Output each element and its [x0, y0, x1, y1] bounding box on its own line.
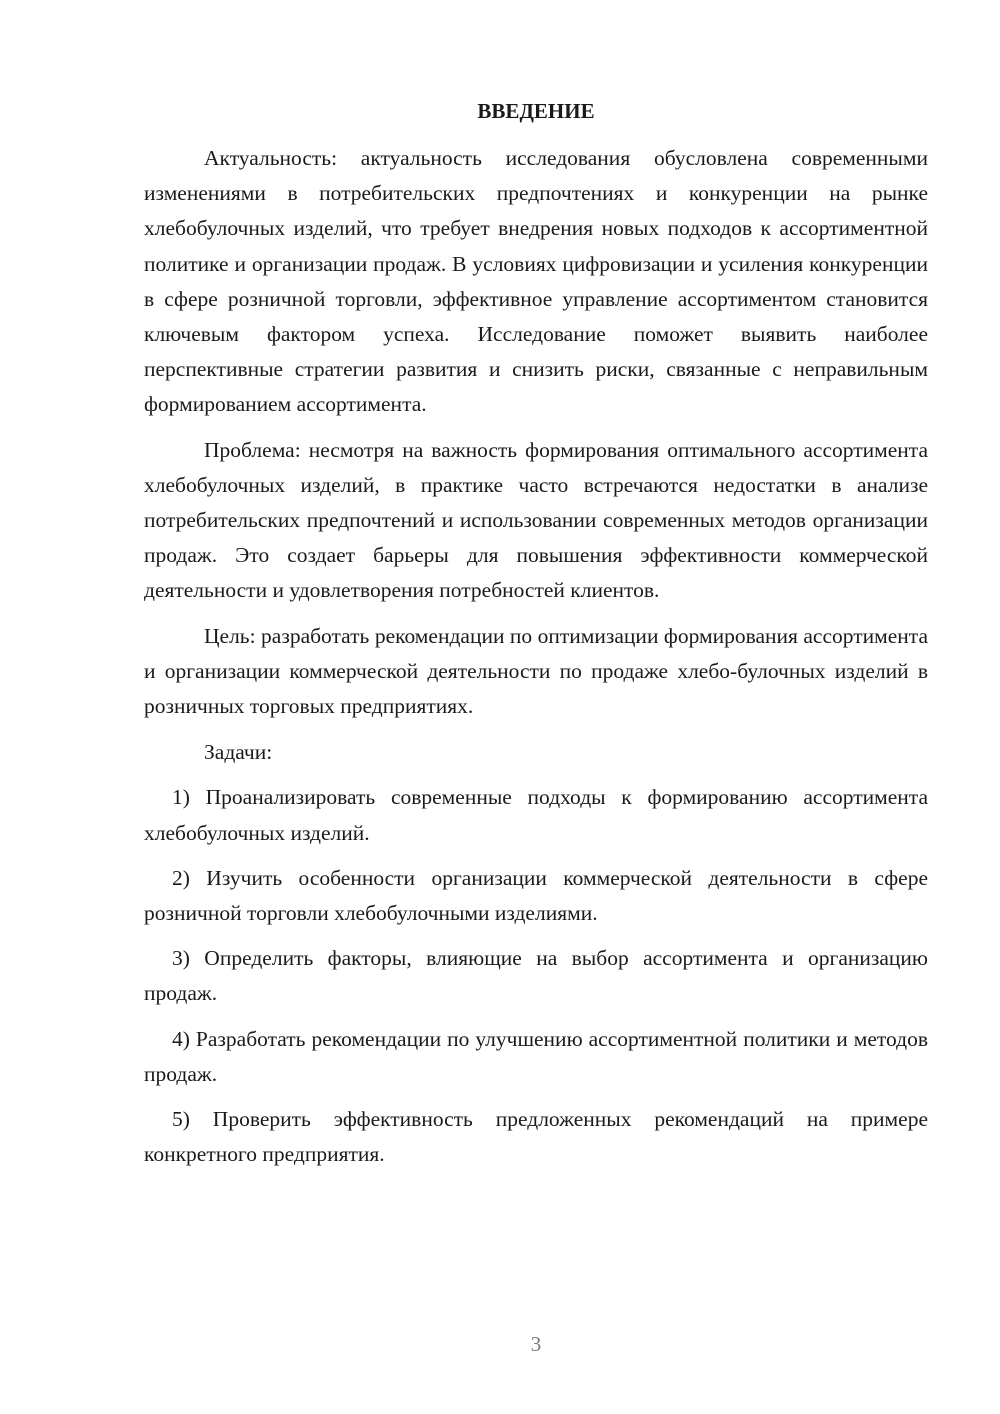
relevance-paragraph: Актуальность: актуальность исследования обусловлена современными изменениями в потребительских предпочтениях и конкуренции на рынке хлебобулочных изделий, что требует внедрения новых подходов к ассортиментной политике и организации продаж. В условиях цифровизации и усиления конкуренции в сфере розничной торговли, эффективное управление ассортиментом становится ключевым фактором успеха. Исследование поможет выявить наиболее перспективные стратегии развития и снизить риски, связанные с неправильным формированием ассортимента.	[144, 146, 928, 417]
task-item-4: 4) Разработать рекомендации по улучшению ассортиментной политики и методов продаж.	[144, 1026, 928, 1086]
goal-paragraph: Цель: разработать рекомендации по оптимизации формирования ассортимента и организации коммерческой деятельности по продаже хлебо-булочных изделий в розничных торговых предприятиях.	[144, 623, 928, 719]
page-number: 3	[530, 1332, 542, 1356]
task-item-3: 3) Определить факторы, влияющие на выбор ассортимента и организацию продаж.	[144, 946, 928, 1006]
document-page	[144, 94, 928, 1172]
tasks-title: Задачи:	[204, 740, 273, 765]
task-item-1: 1) Проанализировать современные подходы к формированию ассортимента хлебобулочных изделий.	[144, 785, 928, 845]
document-heading: ВВЕДЕНИЕ	[477, 99, 595, 123]
problem-paragraph: Проблема: несмотря на важность формирования оптимального ассортимента хлебобулочных изделий, в практике часто встречаются недостатки в анализе потребительских предпочтений и использовании современных методов организации продаж. Это создает барьеры для повышения эффективности коммерческой деятельности и удовлетворения потребностей клиентов.	[144, 437, 928, 603]
task-item-2: 2) Изучить особенности организации коммерческой деятельности в сфере розничной торговли хлебобулочными изделиями.	[144, 865, 928, 926]
task-item-5: 5) Проверить эффективность предложенных рекомендаций на примере конкретного предприятия.	[144, 1107, 928, 1167]
